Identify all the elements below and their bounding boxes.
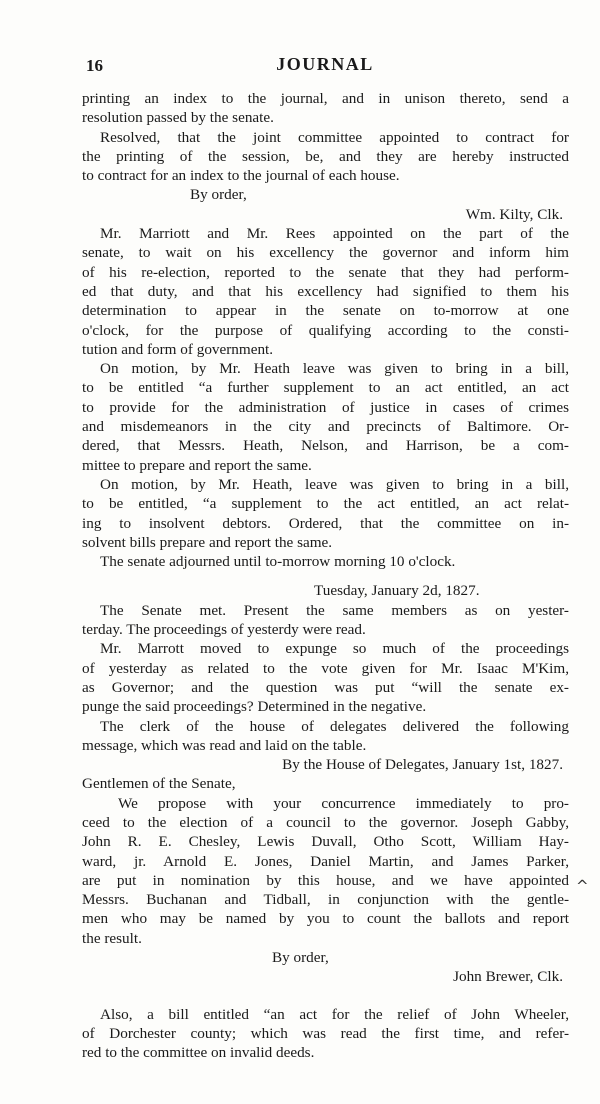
text-line: of his re-election, reported to the senate that they had perform- [82, 263, 569, 281]
text-line: the printing of the session, be, and they are hereby instructed [82, 147, 569, 165]
signature-by-order: By order, [190, 186, 247, 204]
page-number: 16 [86, 56, 103, 75]
message-dateline: By the House of Delegates, January 1st, 1827. [282, 756, 563, 774]
text-line: The senate adjourned until to-morrow morning 10 o'clock. [100, 553, 456, 571]
text-line: solvent bills prepare and report the same. [82, 533, 333, 551]
spacer [82, 571, 569, 581]
page-header [80, 50, 570, 78]
text-line: determination to appear in the senate on to-morrow at one [82, 302, 569, 320]
text-line: ing to insolvent debtors. Ordered, that the committee on in- [82, 514, 569, 532]
text-line: On motion, by Mr. Heath leave was given to bring in a bill, [100, 360, 569, 378]
signature-by-order: By order, [272, 949, 329, 967]
text-line: The Senate met. Present the same members as on yester- [100, 601, 569, 619]
text-line: to contract for an index to the journal of each house. [82, 167, 400, 185]
text-line: John R. E. Chesley, Lewis Duvall, Otho Scott, William Hay- [82, 833, 569, 851]
text-line: printing an index to the journal, and in unison thereto, send a [82, 90, 569, 107]
text-line: Resolved, that the joint committee appointed to contract for [100, 128, 569, 146]
text-line: and misdemeanors in the city and precincts of Baltimore. Or- [82, 418, 569, 436]
text-line: as Governor; and the question was put “will the senate ex- [82, 678, 569, 696]
spacer [82, 987, 569, 1005]
signature-clerk: Wm. Kilty, Clk. [465, 205, 563, 223]
text-line: to be entitled, “a supplement to the act entitled, an act relat- [82, 495, 569, 513]
text-line: Messrs. Buchanan and Tidball, in conjunction with the gentle- [82, 891, 569, 909]
text-line: are put in nomination by this house, and we have appointed [82, 871, 569, 889]
text-line: punge the said proceedings? Determined in the negative. [82, 698, 427, 716]
text-line: ward, jr. Arnold E. Jones, Daniel Martin, and James Parker, [82, 852, 569, 870]
text-line: of yesterday as related to the vote given for Mr. Isaac M'Kim, [82, 659, 569, 677]
text-line: mittee to prepare and report the same. [82, 456, 312, 474]
text-line: red to the committee on invalid deeds. [82, 1044, 315, 1062]
text-line: tution and form of government. [82, 340, 274, 358]
text-line: The clerk of the house of delegates delivered the following [100, 717, 569, 735]
insertion-caret-mark: ^ [576, 877, 589, 895]
date-heading: Tuesday, January 2d, 1827. [314, 582, 480, 600]
text-line: the result. [82, 929, 142, 947]
text-line: Mr. Marriott and Mr. Rees appointed on the part of the [100, 225, 569, 243]
running-title: JOURNAL [276, 54, 374, 74]
text-line: of Dorchester county; which was read the first time, and refer- [82, 1024, 569, 1042]
text-line: ceed to the election of a council to the governor. Joseph Gabby, [82, 813, 569, 831]
signature-clerk: John Brewer, Clk. [453, 968, 563, 986]
text-line: o'clock, for the purpose of qualifying according to the consti- [82, 321, 569, 339]
text-line: dered, that Messrs. Heath, Nelson, and Harrison, be a com- [82, 437, 569, 455]
text-line: senate, to wait on his excellency the governor and inform him [82, 244, 569, 262]
text-line: message, which was read and laid on the table. [82, 736, 367, 754]
text-line: ed that duty, and that his excellency had signified to them his [82, 282, 569, 300]
salutation: Gentlemen of the Senate, [82, 775, 236, 793]
text-line: Mr. Marrott moved to expunge so much of the proceedings [100, 640, 569, 658]
journal-text [82, 89, 569, 1063]
text-line: resolution passed by the senate. [82, 109, 274, 127]
text-line: to be entitled “a further supplement to an act entitled, an act [82, 379, 569, 397]
text-line: to provide for the administration of justice in cases of crimes [82, 398, 569, 416]
text-line: terday. The proceedings of yesterdy were read. [82, 621, 366, 639]
text-line: Also, a bill entitled “an act for the relief of John Wheeler, [100, 1005, 569, 1023]
text-line: We propose with your concurrence immediately to pro- [118, 794, 569, 812]
text-line: On motion, by Mr. Heath, leave was given to bring in a bill, [100, 475, 569, 493]
text-line: men who may be named by you to count the ballots and report [82, 910, 569, 928]
